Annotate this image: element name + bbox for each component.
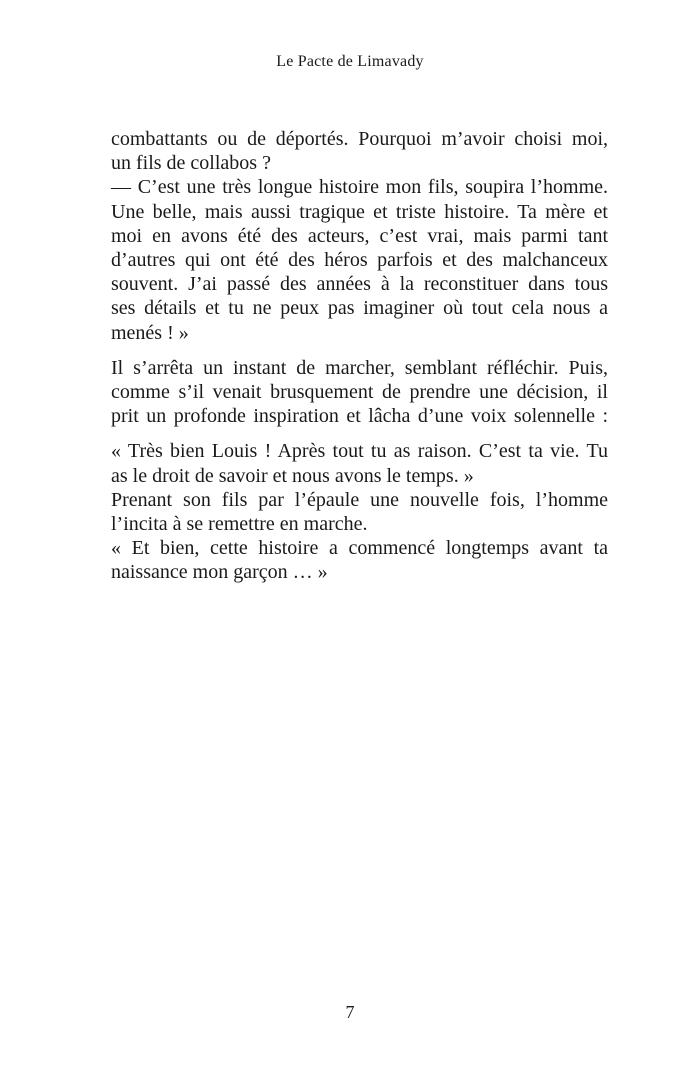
paragraph: [111, 488, 608, 536]
text-line: menés ! »: [111, 321, 189, 344]
text-line: « Et bien, cette histoire a commencé longtemps avant ta: [111, 537, 608, 560]
text-line: d’autres qui ont été des héros parfois et des malchanceux: [111, 249, 608, 272]
text-line: naissance mon garçon … »: [111, 561, 328, 584]
text-line: Une belle, mais aussi tragique et triste histoire. Ta mère et: [111, 200, 608, 223]
paragraph: [111, 536, 608, 584]
paragraph-gap: [111, 345, 608, 356]
text-line: un fils de collabos ?: [111, 152, 271, 175]
text-line: moi en avons été des acteurs, c’est vrai, mais parmi tant: [111, 224, 608, 247]
text-line: ses détails et tu ne peux pas imaginer où tout cela nous a: [111, 297, 608, 320]
text-line: comme s’il venait brusquement de prendre une décision, il: [111, 381, 608, 404]
paragraph: [111, 127, 608, 175]
body-text: [111, 127, 608, 585]
text-line: l’incita à se remettre en marche.: [111, 513, 368, 536]
paragraph-gap: [111, 428, 608, 439]
page-number: 7: [345, 1002, 355, 1022]
running-head-title: Le Pacte de Limavady: [276, 53, 424, 70]
paragraph: [111, 356, 608, 429]
paragraph: [111, 439, 608, 487]
text-line: Prenant son fils par l’épaule une nouvelle fois, l’homme: [111, 488, 608, 511]
text-line: — C’est une très longue histoire mon fils, soupira l’homme.: [111, 176, 608, 199]
paragraph: [111, 175, 608, 344]
text-line: combattants ou de déportés. Pourquoi m’avoir choisi moi,: [111, 128, 608, 150]
text-line: souvent. J’ai passé des années à la reconstituer dans tous: [111, 273, 608, 296]
text-line: « Très bien Louis ! Après tout tu as raison. C’est ta vie. Tu: [111, 440, 608, 463]
text-line: prit un profonde inspiration et lâcha d’une voix solennelle :: [111, 405, 608, 428]
text-line: as le droit de savoir et nous avons le temps. »: [111, 464, 474, 487]
text-line: Il s’arrêta un instant de marcher, semblant réfléchir. Puis,: [111, 356, 608, 379]
